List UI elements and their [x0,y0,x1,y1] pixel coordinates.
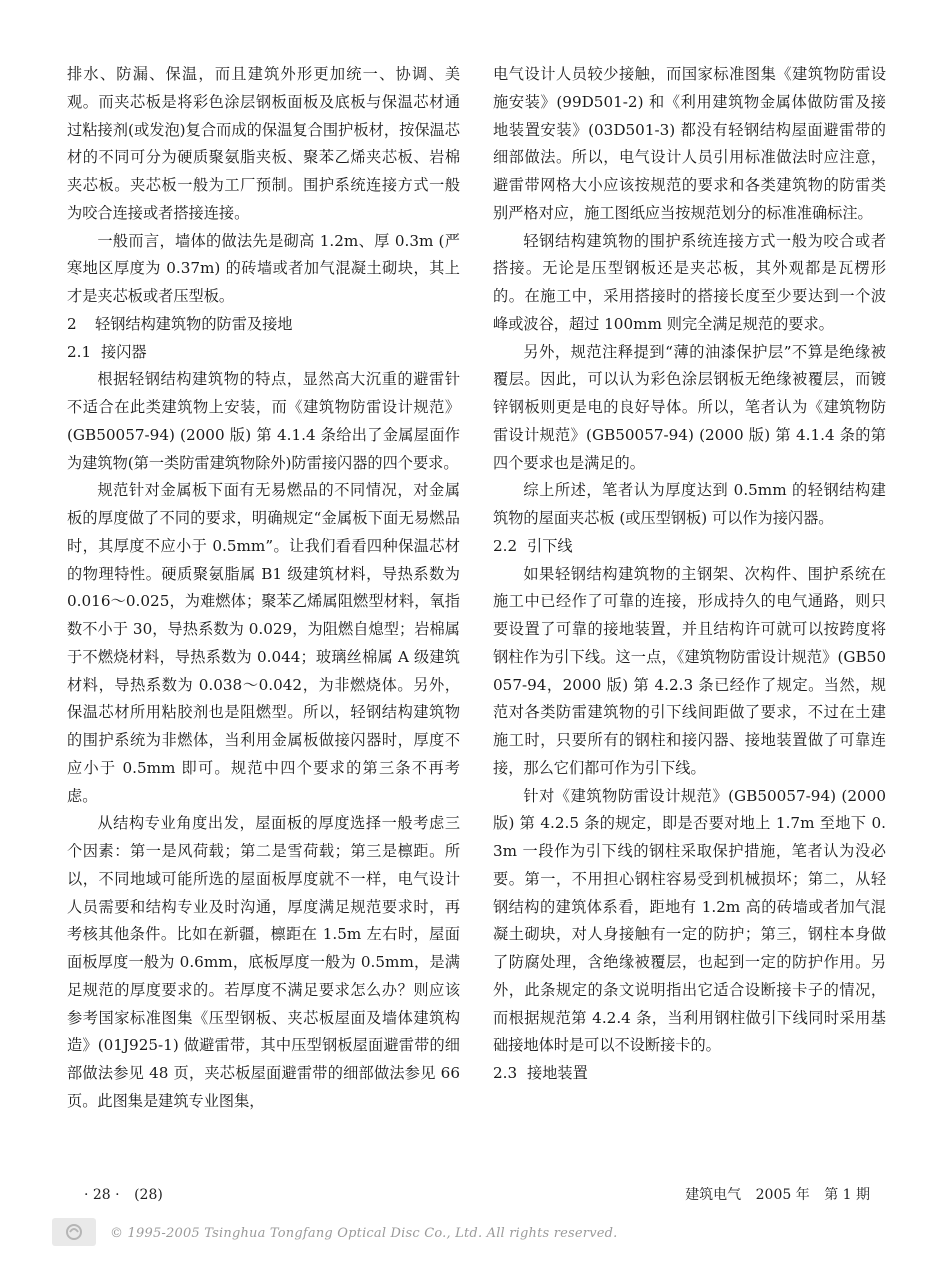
subsection-heading [493,533,886,561]
journal-name: 建筑电气 [685,1187,742,1203]
section-number: 2 [67,314,77,333]
subsection-title: 接闪器 [101,342,147,361]
journal-year: 2005 年 [755,1187,810,1203]
page-number-paren: (28) [134,1187,163,1203]
paragraph: 轻钢结构建筑物的围护系统连接方式一般为咬合或者搭接。无论是压型钢板还是夹芯板，其外观都是瓦楞形的。在施工中，采用搭接时的搭接长度至少要达到一个波峰或波谷，超过 100mm 则完全满足规范的要求。 [493,231,886,333]
paragraph: 从结构专业角度出发，屋面板的厚度选择一般考虑三个因素：第一是风荷载；第二是雪荷载；第三是檩距。所以，不同地域可能所选的屋面板厚度就不一样，电气设计人员需要和结构专业及时沟通，厚度满足规范要求时，再考核其他条件。比如在新疆，檩距在 1.5m 左右时，屋面面板厚度一般为 0.6mm，底板厚度一般为 0.5mm，是满足规范的厚度要求的。若厚度不满足要求怎么办？则应该参考国家标准图集《压型钢板、夹芯板屋面及墙体建筑构造》(01J925-1) 做避雷带，其中压型钢板屋面避雷带的细部做法参见 48 页，夹芯板屋面避雷带的细部做法参见 66 页。此图集是建筑专业图集， [67,814,460,1110]
subsection-heading [67,339,460,367]
paragraph: 规范针对金属板下面有无易燃品的不同情况，对金属板的厚度做了不同的要求，明确规定“金属板下面无易燃品时，其厚度不应小于 0.5mm”。让我们看看四种保温芯材的物理特性。硬质聚氨脂属 B1 级建筑材料，导热系数为 0.016～0.025，为难燃体；聚苯乙烯属阻燃型材料，氧指数不小于 30，导热系数为 0.029，为阻燃自熄型；岩棉属于不燃烧材料，导热系数为 0.044；玻璃丝棉属 A 级建筑材料，导热系数为 0.038～0.042，为非燃烧体。另外，保温芯材所用粘胶剂也是阻燃型。所以，轻钢结构建筑物的围护系统为非燃体，当利用金属板做接闪器时，厚度不应小于 0.5mm 即可。规范中四个要求的第三条不再考虑。 [67,481,460,805]
subsection-heading [493,1060,886,1088]
paragraph: 一般而言，墙体的做法先是砌高 1.2m、厚 0.3m (严寒地区厚度为 0.37m) 的砖墙或者加气混凝土砌块，其上才是夹芯板或者压型板。 [67,231,460,305]
copyright-notice: © 1995-2005 Tsinghua Tongfang Optical Disc Co., Ltd. All rights reserved. [110,1226,618,1241]
paragraph: 电气设计人员较少接触，而国家标准图集《建筑物防雷设施安装》(99D501-2) 和《利用建筑物金属体做防雷及接地装置安装》(03D501-3) 都没有轻钢结构屋面避雷带的细部做法。所以，电气设计人员引用标准做法时应注意，避雷带网格大小应该按规范的要求和各类建筑物的防雷类别严格对应，施工图纸应当按规范划分的标准准确标注。 [493,65,886,222]
subsection-number: 2.1 [67,342,92,361]
subsection-title: 接地装置 [527,1064,588,1082]
publisher-logo-icon [52,1218,96,1246]
paragraph: 针对《建筑物防雷设计规范》(GB50057-94) (2000 版) 第 4.2.5 条的规定，即是否要对地上 1.7m 至地下 0.3m 一段作为引下线的钢柱采取保护措施，笔者认为没必要。第一，不用担心钢柱容易受到机械损坏；第二，从轻钢结构的建筑体系看，距地有 1.2m 高的砖墙或者加气混凝土砌块，对人身接触有一定的防护；第三，钢柱本身做了防腐处理，含绝缘被覆层，也起到一定的防护作用。另外，此条规定的条文说明指出它适合设断接卡子的情况，而根据规范第 4.2.4 条，当利用钢柱做引下线同时采用基础接地体时是可以不设断接卡的。 [493,786,886,1055]
subsection-number: 2.2 [493,536,518,555]
journal-issue: 第 1 期 [824,1187,870,1203]
paragraph: 根据轻钢结构建筑物的特点，显然高大沉重的避雷针不适合在此类建筑物上安装，而《建筑物防雷设计规范》(GB50057-94) (2000 版) 第 4.1.4 条给出了金属屋面作为建筑物(第一类防雷建筑物除外)防雷接闪器的四个要求。 [67,370,460,472]
paragraph: 如果轻钢结构建筑物的主钢架、次构件、围护系统在施工中已经作了可靠的连接，形成持久的电气通路，则只要设置了可靠的接地装置，并且结构许可就可以按跨度将钢柱作为引下线。这一点，《建筑物防雷设计规范》(GB50057-94，2000 版) 第 4.2.3 条已经作了规定。当然，规范对各类防雷建筑物的引下线间距做了要求，不过在土建施工时，只要所有的钢柱和接闪器、接地装置做了可靠连接，那么它们都可作为引下线。 [493,564,886,777]
subsection-title: 引下线 [527,536,573,555]
right-column [493,61,886,1088]
paragraph: 另外，规范注释提到“薄的油漆保护层”不算是绝缘被覆层。因此，可以认为彩色涂层钢板无绝缘被覆层，而镀锌钢板则更是电的良好导体。所以，笔者认为《建筑物防雷设计规范》(GB50057-94) (2000 版) 第 4.1.4 条的第四个要求也是满足的。 [493,342,886,472]
left-column [67,61,460,1116]
page-number-text: · 28 · [84,1187,120,1203]
paragraph: 综上所述，笔者认为厚度达到 0.5mm 的轻钢结构建筑物的屋面夹芯板 (或压型钢板) 可以作为接闪器。 [493,481,886,527]
section-heading [67,311,460,339]
page-number [84,1186,173,1204]
journal-footer [675,1186,870,1204]
paragraph: 排水、防漏、保温，而且建筑外形更加统一、协调、美观。而夹芯板是将彩色涂层钢板面板及底板与保温芯材通过粘接剂(或发泡)复合而成的保温复合围护板材，按保温芯材的不同可分为硬质聚氨脂夹板、聚苯乙烯夹芯板、岩棉夹芯板。夹芯板一般为工厂预制。围护系统连接方式一般为咬合连接或者搭接连接。 [67,65,460,222]
subsection-number: 2.3 [493,1064,518,1082]
section-title: 轻钢结构建筑物的防雷及接地 [95,314,293,333]
